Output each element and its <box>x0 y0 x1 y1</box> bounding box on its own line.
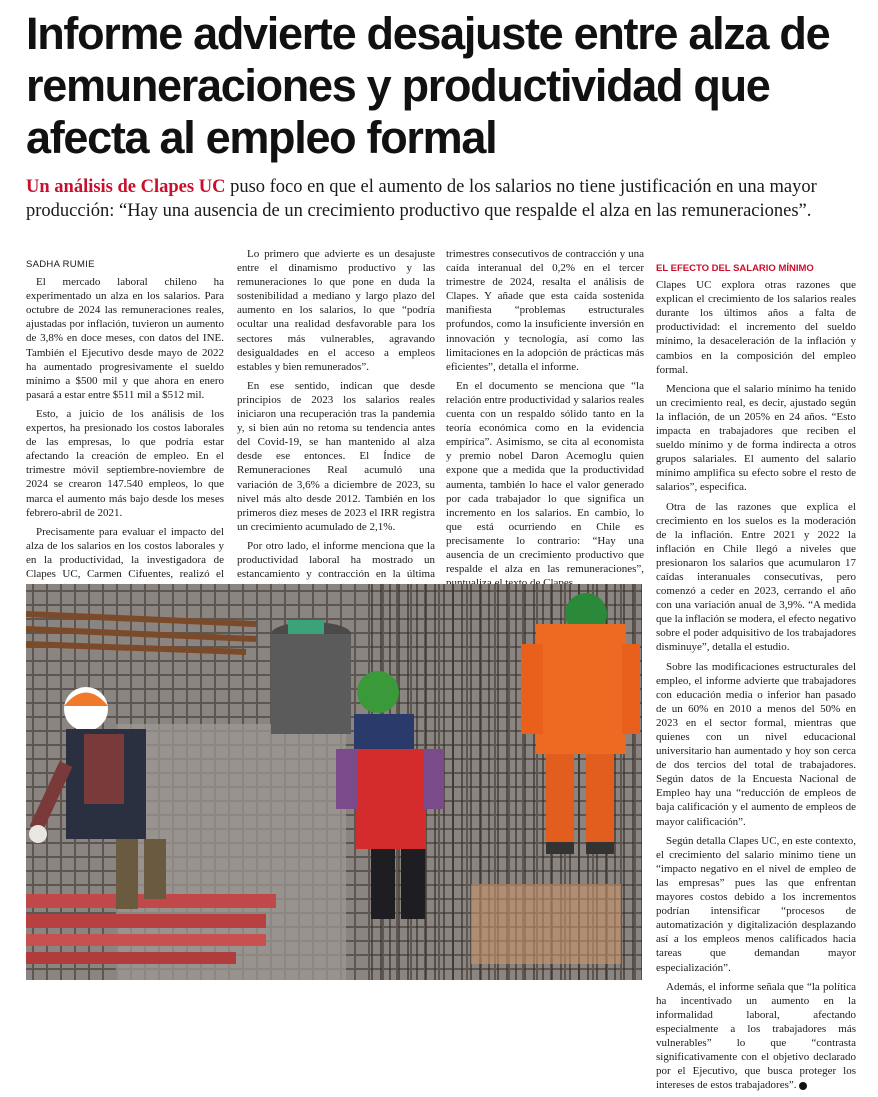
byline: SADHA RUMIE <box>26 259 95 270</box>
column-4 <box>656 262 856 1097</box>
paragraph: trimestres consecutivos de contracción y una caída interanual del 0,2% en el tercer trimestre de 2024, resalta el análisis de Clapes. Y añade que esta caída sostenida manifiesta “problemas estructurales profundos, como la insuficiente inversión en innovación y tecnología, así como las limitaciones en la adopción de prácticas más eficientes”, detalla el informe. <box>446 248 644 373</box>
paragraph: Lo primero que advierte es un desajuste entre el dinamismo productivo y las remuneraciones lo que pone en duda la sostenibilidad a mediano y largo plazo del aumento en los salarios, lo que “podría ocultar una realidad desfavorable para los sectores más vulnerables, agravando desigualdades en el acceso a empleos estables y bien remunerados”. <box>237 248 435 373</box>
photo-illustration <box>26 584 642 980</box>
paragraph: Otra de las razones que explica el crecimiento en los suelos es la moderación de la inflación. Entre 2021 y 2022 la inflación en Chile llegó a niveles que presionaron los salarios que acumularon 17 caídas interanuales consecutivas, pero comenzó a ceder en 2023, cerrando el año con una variación anual de 3,9%. “A medida que la inflación se modera, el efecto negativo sobre el poder adquisitivo de los trabajadores disminuye”, detalla el estudio. <box>656 500 856 654</box>
paragraph: Según detalla Clapes UC, en este contexto, el crecimiento del salario mínimo tiene un “impacto negativo en el nivel de empleo de las empresas” pues las que enfrentan mayores costos debido a los incrementos podrían intensificar “procesos de automatización y digitalización desplazando así a los empleos menos calificados hacia tareas que demandan mayor especialización”. <box>656 834 856 974</box>
paragraph: Clapes UC explora otras razones que explican el crecimiento de los salarios reales durante los últimos años a falta de productividad: el incremento del sueldo mínimo, la desaceleración de la inflación y cambios en la composición del empleo formal. <box>656 279 856 376</box>
paragraph: Menciona que el salario mínimo ha tenido un crecimiento real, es decir, ajustado según la inflación, de un 205% en 24 años. “Esto impacta en trabajadores que reciben el sueldo mínimo y de forma indirecta a otros grupos salariales. El aumento del salario mínimo amplifica su efecto sobre el resto de salarios”, especifica. <box>656 382 856 494</box>
paragraph: Sobre las modificaciones estructurales del empleo, el informe advierte que trabajadores con educación media o inferior han pasado de un 60% en 2010 a menos del 50% en 2023 en el sector formal, mientras que quienes con un nivel educacional universitario han aumentado y hoy son cerca de dos tercios del total de trabajadores. Según datos de la Encuesta Nacional de Empleo hay una “reducción de empleos de baja calificación y el aumento de empleos de mayor calificación”. <box>656 660 856 828</box>
paragraph-text: Además, el informe señala que “la política ha incentivado un aumento en la informalidad laboral, afectando especialmente a los trabajadores más vulnerables” lo que “contrasta significativamente con el objetivo declarado por el Ejecutivo, que busca proteger los intereses de estos trabajadores”. <box>656 980 856 1092</box>
column-1 <box>26 258 224 614</box>
paragraph: En el documento se menciona que “la relación entre productividad y salarios reales cuenta con un respaldo sólido tanto en la teoría económica como en la evidencia empírica”. Asimismo, se cita al economista y premio nobel Daron Acemoglu quien expone que a medida que la productividad aumenta, también lo hace el valor generado por cada trabajador lo que significa un incremento en los salarios. En cambio, lo que está ocurriendo en Chile es precisamente lo contrario: “Hay una ausencia de un crecimiento productivo que respalde el alza en las remuneraciones”, <box>446 379 644 576</box>
column-3 <box>446 247 644 595</box>
deck-text: puso foco en que el aumento de los salarios no tiene justificación en una mayor producción: “Hay una ausencia de un crecimiento productivo que respalde el alza en las remuneraciones”. <box>26 177 817 221</box>
construction-workers-photo <box>26 584 642 980</box>
paragraph: En ese sentido, indican que desde principios de 2023 los salarios reales iniciaron una recuperación tras la pandemia y, si bien aún no retoma su tendencia antes del Covid-19, se han mantenido al alza desde ese entonces. El Índice de Remuneraciones Real acumuló una variación de 3,6% a diciembre de 2023, su nivel más alto desde 2012. También en los primeros diez meses de 2023 el IRR registra un crecimiento acumulado de 2,1%. <box>237 379 435 533</box>
headline: Informe advierte desajuste entre alza de remuneraciones y productividad que afecta al empleo formal <box>26 8 830 163</box>
paragraph: Precisamente para evaluar el impacto del alza de los salarios en los costos laborales y en la productividad, la investigadora de Clapes UC, Carmen Cifuentes, realizó el <box>26 525 224 580</box>
paragraph: El mercado laboral chileno ha experimentado un alza en los salarios. Para octubre de 2024 las remuneraciones reales, ajustadas por inflación, tuvieron un aumento de 3,8% en doce meses, con datos del INE. También el Ejecutivo desde mayo de 2022 ha aumentado progresivamente el sueldo mínimo a $500 mil y que ahora en enero pasará a estar entre $511 mil a $512 mil. <box>26 276 224 401</box>
column-2 <box>237 247 435 614</box>
paragraph: Esto, a juicio de los análisis de los expertos, ha presionado los costos laborales de las empresas, lo que podría estar afectando la creación de empleo. En el trimestre móvil septiembre-noviembre de 2024 se crearon 147.540 empleos, lo que marca el aumento más bajo desde los meses febrero-abril de 2021. <box>26 407 224 519</box>
end-of-article-icon <box>799 1082 807 1090</box>
paragraph: Por otro lado, el informe menciona que la productividad laboral ha mostrado un estancamiento y contracción en la última <box>237 539 435 581</box>
section-subhead: EL EFECTO DEL SALARIO MÍNIMO <box>656 263 814 274</box>
deck-highlight: Un análisis de Clapes UC <box>26 177 226 197</box>
paragraph <box>656 980 856 1093</box>
deck <box>26 175 856 223</box>
